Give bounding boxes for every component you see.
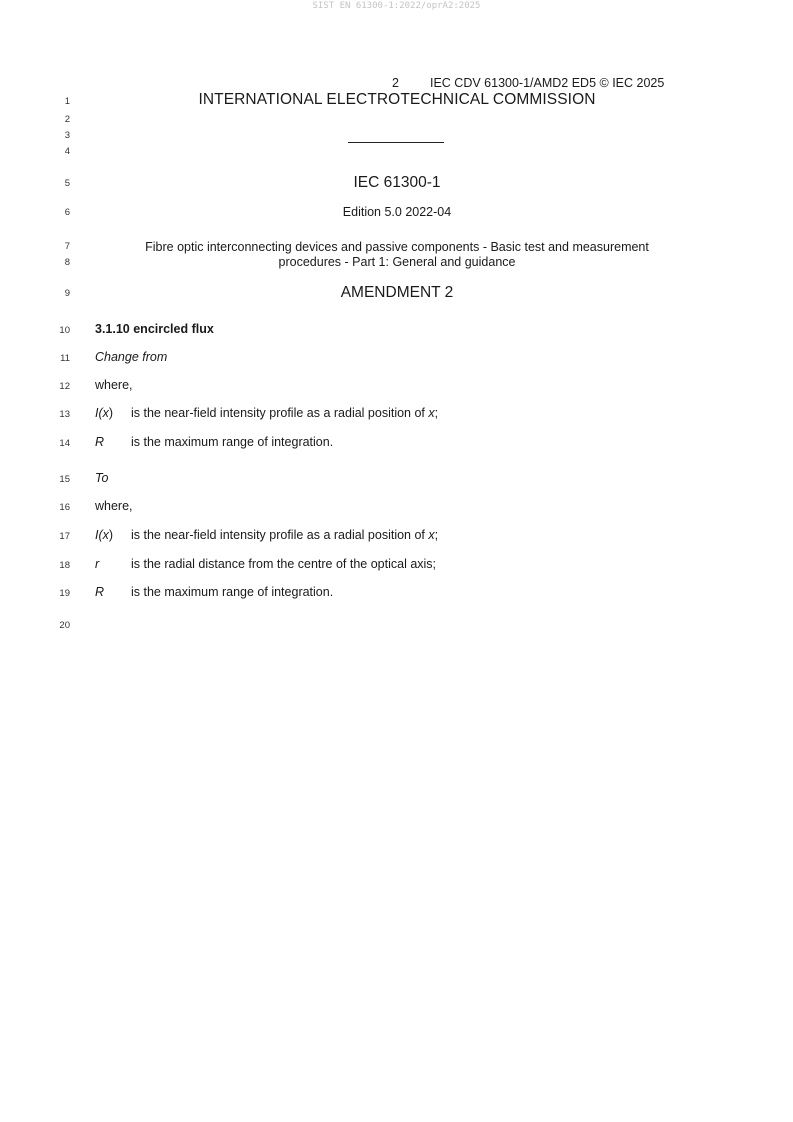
organization-name: INTERNATIONAL ELECTROTECHNICAL COMMISSION bbox=[198, 91, 596, 108]
definition-variable: x bbox=[428, 406, 435, 420]
definition-body: is the near-field intensity profile as a radial position of bbox=[131, 406, 429, 420]
definition-end: ; bbox=[434, 406, 439, 420]
line-number: 2 bbox=[64, 114, 70, 125]
line-number: 4 bbox=[64, 146, 70, 157]
where-label: where, bbox=[95, 378, 133, 392]
symbol-variable: x bbox=[102, 406, 109, 420]
definition-text bbox=[131, 406, 438, 420]
symbol-close: ) bbox=[108, 528, 114, 542]
symbol-variable: x bbox=[102, 528, 109, 542]
line-number: 3 bbox=[64, 130, 70, 141]
line-number: 11 bbox=[60, 353, 70, 364]
line-number: 18 bbox=[59, 560, 70, 571]
line-number: 15 bbox=[59, 474, 70, 485]
where-label: where, bbox=[95, 499, 133, 513]
standard-number: IEC 61300-1 bbox=[353, 174, 441, 191]
page-number: 2 bbox=[392, 76, 399, 90]
title-rule bbox=[348, 142, 444, 143]
line-number: 12 bbox=[59, 381, 70, 392]
change-from-label: Change from bbox=[95, 350, 168, 364]
line-number: 10 bbox=[59, 325, 70, 336]
line-number: 6 bbox=[64, 207, 70, 218]
line-number: 1 bbox=[64, 96, 70, 107]
to-label: To bbox=[95, 471, 109, 485]
document-title-line1: Fibre optic interconnecting devices and passive components - Basic test and measurement bbox=[145, 240, 649, 254]
line-number: 13 bbox=[59, 409, 70, 420]
definition-body: is the near-field intensity profile as a radial position of bbox=[131, 528, 429, 542]
line-number: 19 bbox=[59, 588, 70, 599]
definition-symbol: R bbox=[95, 435, 105, 449]
document-title-line2: procedures - Part 1: General and guidance bbox=[278, 255, 516, 269]
definition-symbol: R bbox=[95, 585, 105, 599]
symbol-close: ) bbox=[108, 406, 114, 420]
definition-end: ; bbox=[434, 528, 439, 542]
definition-symbol: r bbox=[95, 557, 100, 571]
line-number: 9 bbox=[64, 288, 70, 299]
running-header: IEC CDV 61300-1/AMD2 ED5 © IEC 2025 bbox=[430, 76, 665, 90]
line-number: 20 bbox=[59, 620, 70, 631]
definition-text bbox=[131, 528, 438, 542]
symbol-function: I( bbox=[95, 528, 103, 542]
definition-symbol bbox=[95, 528, 113, 542]
definition-text: is the radial distance from the centre of the optical axis; bbox=[131, 557, 437, 571]
line-number: 14 bbox=[59, 438, 70, 449]
amendment-title: AMENDMENT 2 bbox=[340, 284, 454, 301]
line-number: 17 bbox=[59, 531, 70, 542]
definition-text: is the maximum range of integration. bbox=[131, 585, 334, 599]
definition-text: is the maximum range of integration. bbox=[131, 435, 334, 449]
line-number: 7 bbox=[64, 241, 70, 252]
definition-variable: x bbox=[428, 528, 435, 542]
clause-heading: 3.1.10 encircled flux bbox=[95, 322, 214, 336]
watermark: SIST EN 61300-1:2022/oprA2:2025 bbox=[312, 1, 481, 11]
definition-symbol bbox=[95, 406, 113, 420]
line-number: 5 bbox=[64, 178, 70, 189]
edition: Edition 5.0 2022-04 bbox=[342, 205, 452, 219]
line-number: 16 bbox=[59, 502, 70, 513]
line-number: 8 bbox=[64, 257, 70, 268]
symbol-function: I( bbox=[95, 406, 103, 420]
